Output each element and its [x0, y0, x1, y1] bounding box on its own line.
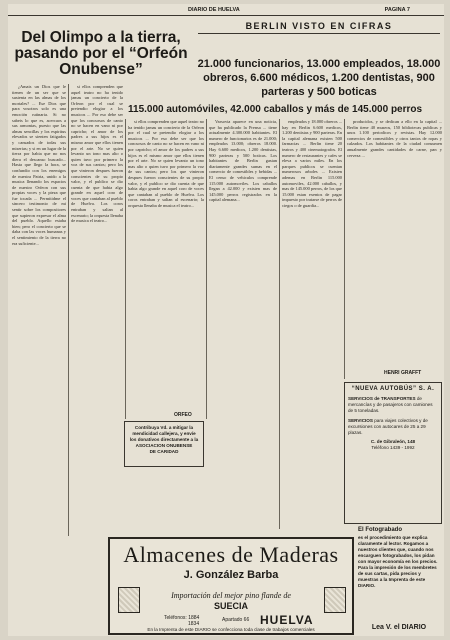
column-divider	[279, 119, 280, 529]
signature-orfeo: ORFEO	[174, 412, 192, 418]
phone-label: Teléfonos:	[164, 615, 187, 621]
left-headline-line2: pasando por el “Orfeón	[14, 45, 188, 62]
article-column-4	[209, 119, 277, 529]
berlin-kicker: BERLIN VISTO EN CIFRAS	[198, 21, 440, 34]
article-text: si ellos comprenden que aquel teatro no ha tenido jamas un concierto de la Orfeon por el cual se pretendio elogiar a los musicos ... Por eso debe ser que los concursos de canto no se hacen en vano ni por capricho; el amor de los padres a sus hijos es el mismo amor que ellos tienen por el arte. No se quien levanto un tono mas alto o quien tuvo por primero la voz de sus cantos; pero los que vinieron despues fueron conscientes de su propio valor, y el publico se dio cuenta de que habia algo grande en aquel coro de voces que cantaban al pueblo de Huelva. Los coros entraban y salian al escenario; la orquesta llenaba de musica el teatro...	[71, 84, 123, 224]
article-text: si ellos comprenden que aquel teatro no ha tenido jamas un concierto de la Orfeon por el cual se pretendio elogiar a los musicos ... Por eso debe ser que los concursos de canto no se hacen en vano ni por capricho; el amor de los padres a sus hijos es el mismo amor que ellos tienen por el arte. No se quien levanto un tono mas alto o quien tuvo por primero la voz de sus cantos; pero los que vinieron despues fueron conscientes de su propio valor, y el publico se dio cuenta de que habia algo grande en aquel coro de voces que cantaban al pueblo de Huelva. Los coros entraban y salian al escenario; la orquesta llenaba de musica el teatro...	[128, 119, 204, 208]
left-headline-line3: Onubense”	[59, 61, 143, 78]
charity-line: los donativos directamente a la	[129, 437, 199, 442]
berlin-subheadline: 115.000 automóviles, 42.000 caballos y más de 145.000 perros	[128, 104, 423, 115]
ad-almacenes-maderas	[108, 537, 354, 635]
ad-import-line: Importación del mejor pino flande de	[171, 591, 291, 600]
ad-foto-body: es el procedimiento que explica claramente al lector. Rogamos a nuestros clientes que, cuando nos encarguen fotograbados, los pidan con mayor economía en los precios. Para la impresión de los membretes de sus cartas, pida precios y muestras a la Imprenta de este DIARIO.	[358, 535, 438, 588]
service-text: de mercancías y de pasajeros con camiones de 5 toneladas.	[348, 396, 433, 413]
timber-stamp-icon	[324, 587, 346, 613]
service-heading: SERVICIOS	[348, 418, 373, 423]
ad-phones	[164, 615, 199, 627]
charity-line: DE CARIDAD	[149, 449, 179, 454]
printing-notice: En la Imprenta de este DIARIO se confecciona toda clase de trabajos comerciales	[147, 627, 315, 632]
ad-phone: Teléfono 1439 - 1992	[371, 445, 415, 450]
column-divider	[344, 119, 345, 379]
charity-line: Contribuya Vd. a mitigar la	[134, 425, 194, 430]
ad-nueva-autobus	[344, 382, 442, 524]
article-column-2	[71, 84, 123, 540]
phone-number: 1884	[188, 615, 200, 621]
article-column-1	[12, 84, 66, 540]
ad-owner: J. González Barba	[183, 569, 279, 581]
header-newspaper-name: DIARIO DE HUELVA	[188, 7, 240, 13]
phone-number: 1834	[188, 621, 200, 627]
berlin-headline: 21.000 funcionarios, 13.000 empleados, 18.000 obreros, 6.600 médicos, 1.200 dentistas, 900 parteras y 500 boticas	[197, 58, 441, 98]
article-column-3	[128, 119, 204, 419]
ad-company-name: “NUEVA AUTOBÚS” S. A.	[351, 386, 435, 392]
column-divider	[68, 84, 69, 536]
article-column-5	[282, 119, 342, 529]
ad-apartado: Apartado 66	[222, 617, 250, 623]
ad-title: Almacenes de Maderas	[123, 542, 339, 567]
ad-foto-title: El Fotograbado	[358, 527, 402, 533]
article-text: ¿Amais un Dios que le tienen de un ser que se sustenta en las almas de los mortales? ... Ese Dios que para vosotros solo es una emoción rutinaria. Si no sabeis lo que es, acercaos a sus armonias, puesto que las almas sencillas y los espiritus elevados se sienten fatigados y cansados de todas sus miserias; y si en un lugar de la tierra por habia que no nos diera el descanso buscado... Hasta que llego la hora, se confundio con los enemigos de nuestra Patria, unido a la musica llenando los espacios de nuestro Orfeon con sus propias voces y la pieza que fue tocada ... Permitidme el sincero testimonio de mi sentir sobre los compositores que supieron expresar el alma del pueblo. Aquello estaba bien; pero el concierto que se daba con las voces humanas y el sentimiento de la tierra no era suficiente...	[12, 84, 66, 246]
service-heading: SERVICIOS de TRANSPORTES	[348, 396, 416, 401]
article-text: Varsovia aparece en una noticia, que ha publicado la Prensa ... tiene actualmente 4.300.000 habitantes. El numero de funcionarios es de 21.000; empleados 13.000; obreros 18.000. Hay 6.600 medicos, 1.200 dentistas, 900 parteras y 500 boticas. Los habitantes de Berlin gastan diariamente grandes sumas en el comercio de comestibles y bebidas ... El censo de vehiculos comprende 115.000 automoviles. Los caballos llegan a 42.000 y existen mas de 145.000 perros registrados en la capital alemana...	[209, 119, 277, 203]
article-text: producidos, y se dedican a ello en la capital ... Berlin tiene 40 museos, 150 bibliotecas publicas y unos 1.100 periodicos y revistas. Hay 12.000 comercios de comestibles y otros tantos de ropas y calzados. Los habitantes de la ciudad consumen anualmente grandes cantidades de carne, pan y cerveza ...	[347, 119, 442, 158]
column-divider	[206, 119, 207, 419]
article-text: empleados y 18.000 obreros ... hay en Berlin 6.600 medicos, 1.200 dentistas y 900 parteras. En la capital alemana existen 500 farmacias ... Berlin tiene 20 teatros y 400 cinematografos. El numero de restaurantes y cafes se eleva a varios miles. En los parques publicos se cuentan numerosos arboles ... Existen ademas en Berlin 115.000 automoviles, 42.000 caballos, y mas de 145.000 perros, de los que 15.000 estan exentos de pagar impuesto por tratarse de perros de ciegos o de guardia...	[282, 119, 342, 208]
left-headline-line1: Del Olimpo a la tierra,	[21, 29, 181, 46]
charity-notice-box	[124, 421, 204, 467]
left-headline	[12, 30, 190, 78]
ad-lea-diario: Lea V. el DIARIO	[371, 624, 427, 631]
article-column-6	[347, 119, 442, 377]
column-divider	[125, 119, 126, 419]
charity-line: ASOCIACION ONUBENSE	[135, 443, 193, 448]
timber-stamp-icon	[118, 587, 140, 613]
ad-country: SUECIA	[213, 601, 248, 611]
newspaper-page	[8, 4, 444, 636]
signature-grafft: HENRI GRAFFT	[384, 370, 422, 376]
running-header	[8, 4, 444, 16]
charity-line: mendicidad callejera, y envíe	[132, 431, 196, 436]
ad-city: HUELVA	[260, 613, 314, 627]
ad-fotograbado	[358, 527, 442, 613]
service-text: para viajes colectivos y de excursiones con autocares de 25 a 29 plazas.	[348, 418, 428, 435]
header-page-number: PAGINA 7	[384, 7, 410, 13]
ad-address: C. de Gibraleón, 148	[370, 439, 416, 444]
